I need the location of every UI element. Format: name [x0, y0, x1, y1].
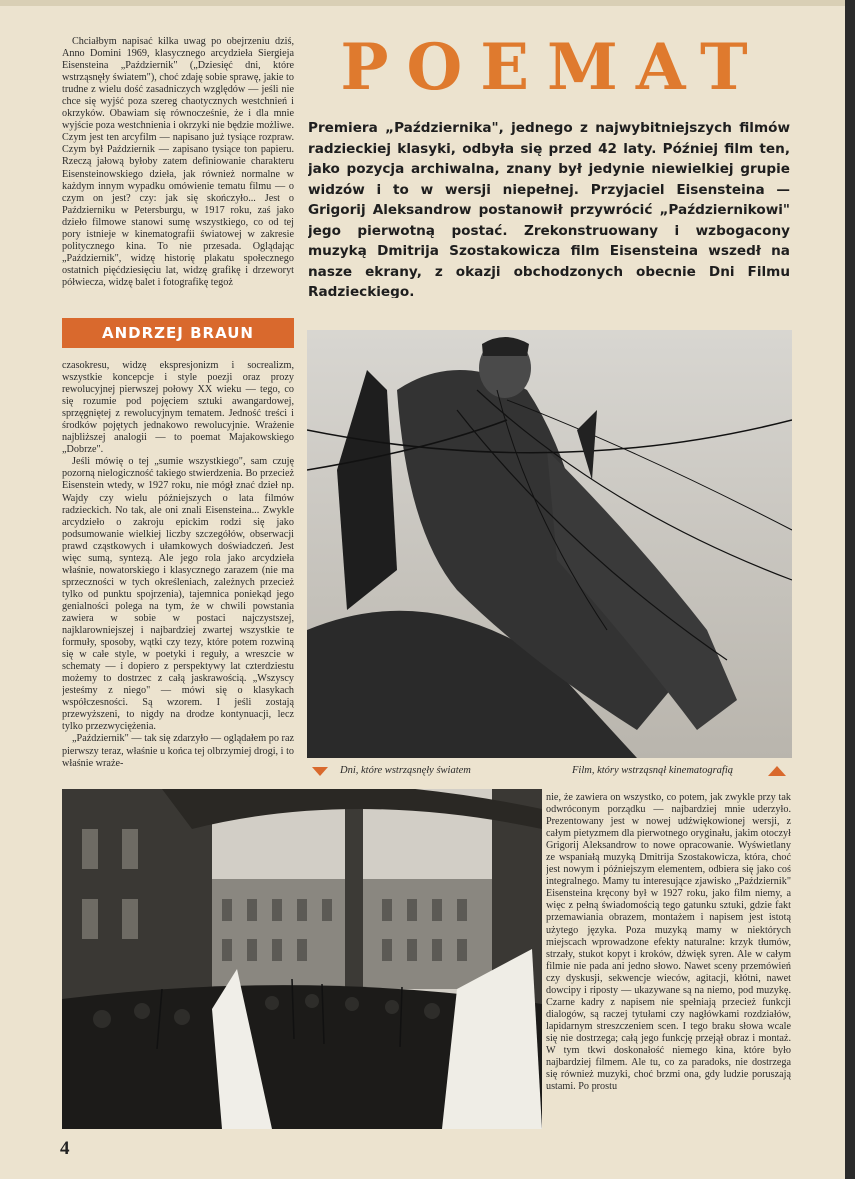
photo-toppled-statue [307, 330, 792, 758]
caption-left: Dni, które wstrząsnęły światem [340, 765, 471, 776]
right-article-column [546, 792, 791, 1132]
left-paragraph-3: „Październik" — tak się zdarzyło — oglądałem po raz pierwszy teraz, właśnie u końca tej olbrzymiej drogi, i to właśnie wraże- [62, 733, 294, 769]
left-paragraph-2: Jeśli mówię o tej „sumie wszystkiego", sam czuję pozorną nielogiczność takiego stwierdzenia. Bo przecież Eisenstein wtedy, w 1927 roku, nie mógł znać dzieł np. Wajdy czy wielu późniejszych o lata filmów radzieckich. No tak, ale oni znali Eisensteina... Zwykle arcydzieło o zakroju epickim rodzi się jako podsumowanie wielkiej liczby szczegółów, obserwacji prawd cząstkowych i ułamkowych doświadczeń. Jest więc sumą, syntezą. Ale jego rola jako arcydzieła właśnie, nowatorskiego i klasycznego zarazem (nie ma sprzeczności w tych określeniach, zależnych przecież tylko od punktu spojrzenia), tajemnica poniekąd jego genialności polega na tym, że w chwili powstania zawiera w sobie w postaci najczystszej, najklarowniejszej i najbardziej zwartej wszystkie te formuły, sposoby, wątki czy tezy, które potem rozwiną się w całe style, w poetyki i reguły, a wreszcie w schematy — i dopiero z perspektywy lat czterdziestu możemy to dostrzec z całą jaskrawością. „Wszyscy jesteśmy z niego" — mówi się o klasykach współczesności. Są wzorem. I jeśli zostają przewyższeni, to nigdy na drodze kontynuacji, lecz tylko przezwyciężenia. [62, 456, 294, 733]
statue-photo-illustration [307, 330, 792, 758]
article-title: POEMAT [340, 30, 766, 105]
left-paragraph-1: czasokresu, widzę ekspresjonizm i socrealizm, wszystkie koncepcje i style poezji oraz prozy rewolucyjnej pierwszej połowy XX wieku — tego, co się rozumie pod pojęciem sztuki awangardowej, sprzęgniętej z rewolucyjnym tematem. Jedność treści i środków pojętych jednakowo rewolucyjnie. Wrażenie najbliższej analogii — to poemat Majakowskiego „Dobrze". [62, 360, 294, 456]
page-top-edge [0, 0, 855, 6]
palace-square-illustration [62, 789, 542, 1129]
author-byline: ANDRZEJ BRAUN [62, 318, 294, 348]
intro-text: Chciałbym napisać kilka uwag po obejrzeniu dziś, Anno Domini 1969, klasycznego arcydzieła Siergieja Eisensteina „Październik" („Dziesięć dni, które wstrząsnęły światem"), choć zdaję sobie sprawę, jakie to trudne z wielu dość zasadniczych względów — jeśli nie chce się wyjść poza szereg chaotycznych westchnień i okrzyków. Obawiam się równocześnie, że i dla mnie wyjście poza westchnienia i okrzyki nie będzie możliwe. Czym jest ten arcyfilm — napisano już tysiące rozpraw. Czym był Październik — zapisano tysiące ton papieru. Rzeczą jałową byłoby zatem definiowanie charakteru Eisensteinowskiego dzieła, jak również normalne w każdym innym wypadku omówienie tematu filmu — o czym on jest? czy: jak się skończyło... Jest o Październiku w Petersburgu, w 1917 roku, zaś jako dzieło filmowe stanowi sumę wszystkiego, co od tej pory istnieje w kinematografii światowej w zakresie politycznego kina. To nie przesada. Oglądając „Październik", widzę historię plakatu społecznego ostatnich pięćdziesięciu lat, widzę grafikę i drzeworyt półwiecza, widzę balet i fotografikę tegoż [62, 36, 294, 288]
caption-right: Film, który wstrząsnął kinematografią [572, 765, 733, 776]
caption-arrow-up-icon [768, 766, 786, 776]
left-article-column [62, 360, 294, 780]
article-lead: Premiera „Października", jednego z najwybitniejszych filmów radzieckiej klasyki, odbyła się przed 42 laty. Później film ten, jako pozycja archiwalna, znany był jedynie niewielkiej grupie widzów i to w wersji niepełnej. Przyjaciel Eisensteina — Grigorij Aleksandrow postanowił przywrócić „Październikowi" jego pierwotną postać. Zrekonstruowany i wzbogacony muzyką Dmitrija Szostakowicza film Eisensteina wszedł na nasze ekrany, z okazji obchodzonych obecnie Dni Filmu Radzieckiego. [308, 120, 790, 298]
intro-paragraph [62, 36, 294, 308]
caption-arrow-down-icon [312, 767, 328, 776]
page-right-edge [845, 0, 855, 1179]
photo-palace-square-crowd [62, 789, 542, 1129]
page-number: 4 [60, 1138, 70, 1159]
right-paragraph: nie, że zawiera on wszystko, co potem, jak zwykle przy tak odwróconym porządku — najbardziej mnie uderzyło. Prezentowany jest w nowej udźwiękowionej wersji, z całym pietyzmem dla pierwotnego oryginału, jakim otoczył Grigorij Aleksandrow to nowe opracowanie. Wyświetlany ze wspaniałą muzyką Dmitrija Szostakowicza, która, choć jest nowym i późniejszym elementem, odbiera się jako coś integralnego. Mamy tu interesujące zjawisko „Październik" Eisensteina kręcony był w 1927 roku, jako film niemy, a więc z pełną świadomością tego gatunku sztuki, gdzie fakt przemawiania obrazem, montażem i napisem jest istotą użytego języka. Poza muzyką mamy w niektórych miejscach wprowadzone efekty naturalne: krzyk tłumów, strzały, stukot kopyt i kroków, dźwięk syren. Ale w całym filmie nie pada ani jedno słowo. Nawet sceny przemówień czy dyskusji, sekwencje wieców, agitacji, kłótni, nawet dowcipy i riposty — ukazywane są na niemo, pod muzykę. Czarne kadry z napisem nie spełniają przecież funkcji dialogów, są raczej tytułami czy nagłówkami rozdziałów, lapidarnym streszczeniem scen. I tego braku słowa wcale się nie dostrzega; całą jego funkcję przejął obraz i montaż. W tym tkwi doskonałość niemego kina, które było najbardziej filmem. Ale tu, co za paradoks, nie dostrzega się również muzyki, choć brzmi ona, gdy ludzie poruszają ustami. Po prostu [546, 792, 791, 1093]
